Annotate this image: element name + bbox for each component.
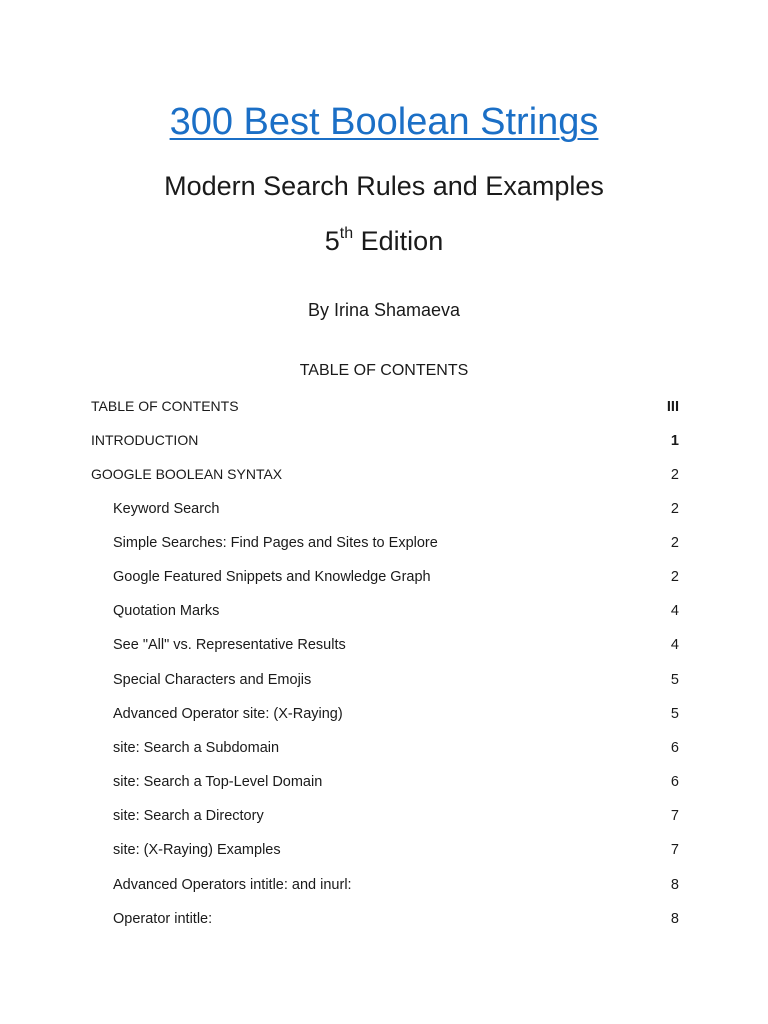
toc-entry[interactable] bbox=[91, 670, 679, 704]
toc-entry[interactable] bbox=[91, 840, 679, 874]
toc-entry-page-number: 8 bbox=[670, 876, 679, 893]
toc-entry-label: GOOGLE BOOLEAN SYNTAX bbox=[91, 466, 283, 483]
toc-entry-label: Advanced Operator site: (X-Raying) bbox=[113, 705, 343, 722]
toc-entry-page-number: 2 bbox=[670, 568, 679, 585]
toc-heading: TABLE OF CONTENTS bbox=[299, 362, 469, 379]
toc-entry-label: Quotation Marks bbox=[113, 603, 220, 620]
toc-entry-label: site: Search a Subdomain bbox=[113, 739, 280, 756]
toc-entry[interactable] bbox=[91, 772, 679, 806]
toc-entry[interactable] bbox=[91, 909, 679, 943]
toc-entry-label: Special Characters and Emojis bbox=[113, 671, 312, 688]
toc-entry-page-number: 2 bbox=[670, 500, 679, 517]
toc-entry-page-number: 7 bbox=[670, 842, 679, 859]
toc-entry-page-number: 1 bbox=[670, 433, 679, 450]
toc-entry[interactable] bbox=[91, 704, 679, 738]
edition-suffix: th bbox=[339, 225, 354, 242]
toc-entry-page-number: 5 bbox=[670, 705, 679, 722]
toc-entry-page-number: 2 bbox=[670, 467, 679, 484]
toc-entry[interactable] bbox=[91, 601, 679, 635]
toc-entry[interactable] bbox=[91, 430, 679, 464]
toc-entry-label: Operator intitle: bbox=[113, 910, 213, 927]
toc-entry-page-number: 4 bbox=[670, 637, 679, 654]
document-subtitle: Modern Search Rules and Examples bbox=[164, 171, 604, 201]
toc-entry[interactable] bbox=[91, 635, 679, 669]
author-byline: By Irina Shamaeva bbox=[307, 300, 461, 320]
toc-entry[interactable] bbox=[91, 533, 679, 567]
toc-entry-label: See "All" vs. Representative Results bbox=[113, 637, 346, 654]
toc-entry-page-number: 6 bbox=[670, 774, 679, 791]
document-title bbox=[0, 96, 768, 148]
toc-entry-label: Simple Searches: Find Pages and Sites to Explore bbox=[113, 534, 438, 551]
toc-entry-page-number: III bbox=[666, 399, 679, 415]
edition-line bbox=[0, 222, 768, 260]
toc-entry-label: site: (X-Raying) Examples bbox=[113, 842, 281, 859]
toc-entry-label: TABLE OF CONTENTS bbox=[91, 398, 239, 414]
edition-word: Edition bbox=[360, 226, 444, 256]
toc-entry-label: site: Search a Directory bbox=[113, 808, 264, 825]
toc-entry-page-number: 2 bbox=[670, 534, 679, 551]
toc-entry-label: Keyword Search bbox=[113, 500, 220, 517]
toc-entry[interactable] bbox=[91, 464, 679, 498]
edition-number: 5 bbox=[324, 226, 340, 256]
toc-entry-label: Google Featured Snippets and Knowledge Graph bbox=[113, 568, 431, 585]
toc-entry-label: INTRODUCTION bbox=[91, 432, 199, 449]
toc-entry-label: Advanced Operators intitle: and inurl: bbox=[113, 876, 352, 893]
toc-entry[interactable] bbox=[91, 499, 679, 533]
toc-entry[interactable] bbox=[91, 806, 679, 840]
toc-entry-page-number: 4 bbox=[670, 603, 679, 620]
toc-entry-page-number: 6 bbox=[670, 739, 679, 756]
toc-entry[interactable] bbox=[91, 875, 679, 909]
toc-entry[interactable] bbox=[91, 567, 679, 601]
toc-entry[interactable] bbox=[91, 738, 679, 772]
toc-entry-page-number: 5 bbox=[670, 671, 679, 688]
toc-entry-page-number: 7 bbox=[670, 808, 679, 825]
title-link[interactable]: 300 Best Boolean Strings bbox=[169, 101, 599, 143]
toc-entry-page-number: 8 bbox=[670, 910, 679, 927]
toc-entry-label: site: Search a Top-Level Domain bbox=[113, 774, 323, 791]
table-of-contents bbox=[91, 396, 679, 943]
toc-entry[interactable] bbox=[91, 396, 679, 430]
